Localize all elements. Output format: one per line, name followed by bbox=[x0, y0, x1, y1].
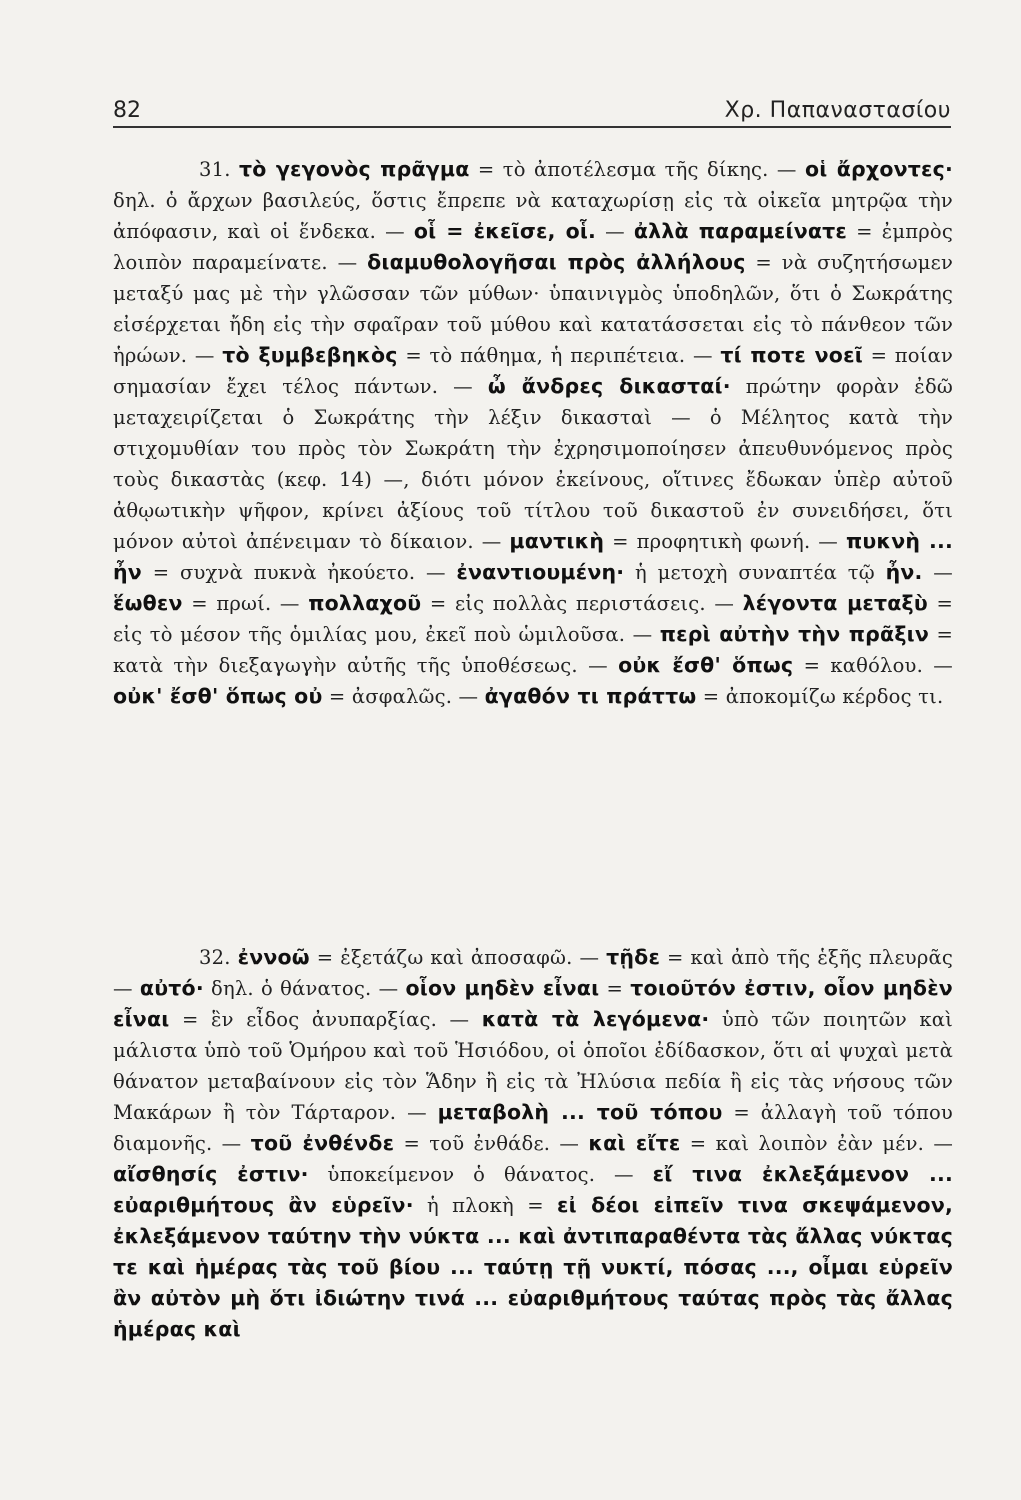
p32-text: = bbox=[599, 977, 631, 1000]
p31-lemma: τί ποτε νοεῖ bbox=[720, 343, 863, 367]
p31-lemma: οἷ = ἐκεῖσε, οἷ. bbox=[413, 219, 597, 243]
p31-text: = κατὰ τὴν διεξαγωγὴν αὐτῆς τῆς ὑποθέσεως. — bbox=[113, 623, 954, 677]
p31-text: = πρωί. — bbox=[182, 592, 309, 615]
p32-text: = ἓν εἶδος ἀνυπαρξίας. — bbox=[169, 1008, 482, 1031]
p31-lemma: διαμυθολογῆσαι πρὸς ἀλλήλους bbox=[367, 250, 746, 274]
p31-text: = συχνὰ πυκνὰ ἠκούετο. — bbox=[141, 561, 457, 584]
running-head: Χρ. Παπαναστασίου bbox=[724, 98, 951, 123]
p32-text: = ἀλλαγὴ τοῦ τόπου διαμονῆς. — bbox=[113, 1101, 953, 1155]
p32-text: = τοῦ ἐνθάδε. — bbox=[394, 1132, 589, 1155]
p31-text: πρώτην φορὰν ἐδῶ μεταχειρίζεται ὁ Σωκράτης τὴν λέξιν δικασταὶ — ὁ Μέλητος κατὰ τὴν στιχομυθίαν του πρὸς τὸν Σωκράτη τὴν ἐχρησιμοποίησεν ἀπευθυνόμενος πρὸς τοὺς δικαστὰς (κεφ. 14) —, διότι μόνον ἐκείνους, οἵτινες ἔδωκαν ὑπὲρ αὐτοῦ ἀθῳωτικὴν ψῆφον, κρίνει ἀξίους τοῦ τίτλου τοῦ δικαστοῦ ἐν συνειδήσει, ὅτι μόνον αὐτοὶ ἀπένειμαν τὸ δίκαιον. — bbox=[113, 375, 954, 553]
p32-lemma: καὶ εἴτε bbox=[588, 1131, 681, 1155]
p31-lemma: μαντικὴ bbox=[509, 529, 605, 553]
p32-lemma: αὐτό· bbox=[139, 976, 204, 1000]
p32-lemma: εἰ δέοι εἰπεῖν τινα σκεψάμενον, ἐκλεξάμενον ταύτην τὴν νύκτα ... καὶ ἀντιπαραθέντα τὰς ἄλλας νύκτας τε καὶ ἡμέρας τὰς τοῦ βίου ... ταύτῃ τῇ νυκτί, πόσας ..., οἶμαι εὑρεῖν ἂν αὐτὸν μὴ ὅτι ἰδιώτην τινά ... εὐαριθμήτους ταύτας πρὸς τὰς ἄλλας ἡμέρας καὶ bbox=[113, 1193, 953, 1341]
p31-text: = προφητικὴ φωνή. — bbox=[604, 530, 846, 553]
p31-text: = ποίαν σημασίαν ἔχει τέλος πάντων. — bbox=[113, 344, 954, 398]
page-number: 82 bbox=[113, 98, 141, 123]
p32-lemma: μεταβολὴ ... τοῦ τόπου bbox=[437, 1100, 723, 1124]
p31-text: = εἰς πολλὰς περιστάσεις. — bbox=[421, 592, 743, 615]
p32-text: = καὶ λοιπὸν ἐὰν μέν. — bbox=[680, 1132, 954, 1155]
p31-lemma: οἱ ἄρχοντες· bbox=[804, 157, 953, 181]
p31-lemma: ἐναντιουμένη· bbox=[456, 560, 625, 584]
p31-lemma: περὶ αὐτὴν τὴν πρᾶξιν bbox=[659, 622, 930, 646]
p31-lemma: οὐκ' ἔσθ' ὅπως οὐ bbox=[113, 684, 323, 708]
p31-lemma: πυκνὴ ... ἦν bbox=[113, 529, 954, 584]
p32-lemma: εἴ τινα ἐκλεξάμενον ... εὐαριθμήτους ἂν εὑρεῖν· bbox=[113, 1162, 953, 1217]
page-header bbox=[113, 96, 951, 128]
p31-text: 31. bbox=[199, 158, 239, 181]
p31-text: = ἀσφαλῶς. — bbox=[322, 685, 485, 708]
p31-text: = νὰ συζητήσωμεν μεταξύ μας μὲ τὴν γλῶσσαν τῶν μύθων· ὑπαινιγμὸς ὑποδηλῶν, ὅτι ὁ Σωκράτης εἰσέρχεται ἤδη εἰς τὴν σφαῖραν τοῦ μύθου καὶ κατατάσσεται εἰς τὸ πάνθεον τῶν ἡρώων. — bbox=[113, 251, 953, 367]
p32-lemma: ἐννοῶ bbox=[237, 945, 310, 969]
p31-lemma: ἀλλὰ παραμείνατε bbox=[633, 219, 848, 243]
p31-text: δηλ. ὁ ἄρχων βασιλεύς, ὅστις ἔπρεπε νὰ καταχωρίσῃ εἰς τὰ οἰκεῖα μητρῷα τὴν ἀπόφασιν, καὶ οἱ ἕνδεκα. — bbox=[113, 189, 953, 243]
p32-text: ὑπὸ τῶν ποιητῶν καὶ μάλιστα ὑπὸ τοῦ Ὁμήρου καὶ τοῦ Ἡσιόδου, οἱ ὁποῖοι ἐδίδασκον, ὅτι αἱ ψυχαὶ μετὰ θάνατον μεταβαίνουν εἰς τὸν Ἅδην ἢ εἰς τὰ Ἠλύσια πεδία ἢ εἰς τὰς νήσους τῶν Μακάρων ἢ τὸν Τάρταρον. — bbox=[113, 1008, 953, 1124]
p32-lemma: κατὰ τὰ λεγόμενα· bbox=[481, 1007, 710, 1031]
p31-lemma: πολλαχοῦ bbox=[308, 591, 422, 615]
p31-text: = ἐμπρὸς λοιπὸν παραμείνατε. — bbox=[113, 220, 953, 274]
p32-text: δηλ. ὁ θάνατος. — bbox=[203, 977, 406, 1000]
p31-text: = εἰς τὸ μέσον τῆς ὁμιλίας μου, ἐκεῖ ποὺ ὡμιλοῦσα. — bbox=[113, 592, 953, 646]
p31-lemma: τὸ γεγονὸς πρᾶγμα bbox=[238, 157, 470, 181]
p32-text: = καὶ ἀπὸ τῆς ἑξῆς πλευρᾶς — bbox=[113, 946, 953, 1000]
paragraph-31 bbox=[113, 154, 953, 712]
p31-lemma: ἀγαθόν τι πράττω bbox=[484, 684, 697, 708]
paragraph-32 bbox=[113, 942, 953, 1345]
p31-lemma: λέγοντα μεταξὺ bbox=[742, 591, 928, 615]
p32-text: = ἐξετάζω καὶ ἀποσαφῶ. — bbox=[309, 946, 607, 969]
p31-lemma: ἕωθεν bbox=[113, 591, 183, 615]
p32-lemma: οἷον μηδὲν εἶναι bbox=[405, 976, 600, 1000]
p31-lemma: τὸ ξυμβεβηκὸς bbox=[222, 343, 398, 367]
p31-text: ἡ μετοχὴ συναπτέα τῷ bbox=[624, 561, 886, 584]
p31-text: = τὸ ἀποτέλεσμα τῆς δίκης. — bbox=[469, 158, 805, 181]
p32-text: 32. bbox=[199, 946, 238, 969]
p31-text: = τὸ πάθημα, ἡ περιπέτεια. — bbox=[397, 344, 721, 367]
p32-lemma: τοῦ ἐνθένδε bbox=[250, 1131, 395, 1155]
p32-lemma: τῇδε bbox=[606, 945, 661, 969]
p32-text: ὑποκείμενον ὁ θάνατος. — bbox=[308, 1163, 653, 1186]
p31-lemma: ἦν. bbox=[885, 560, 923, 584]
p32-text: ἡ πλοκὴ = bbox=[413, 1194, 558, 1217]
p31-lemma: ὦ ἄνδρες δικασταί· bbox=[487, 374, 731, 398]
p31-text: = ἀποκομίζω κέρδος τι. bbox=[696, 685, 944, 708]
p32-lemma: αἴσθησίς ἐστιν· bbox=[113, 1162, 309, 1186]
p31-text: — bbox=[922, 561, 953, 584]
p31-text: = καθόλου. — bbox=[793, 654, 953, 677]
p32-lemma: τοιοῦτόν ἐστιν, οἷον μηδὲν εἶναι bbox=[113, 976, 953, 1031]
p31-lemma: οὐκ ἔσθ' ὅπως bbox=[618, 653, 794, 677]
p31-text: — bbox=[596, 220, 634, 243]
